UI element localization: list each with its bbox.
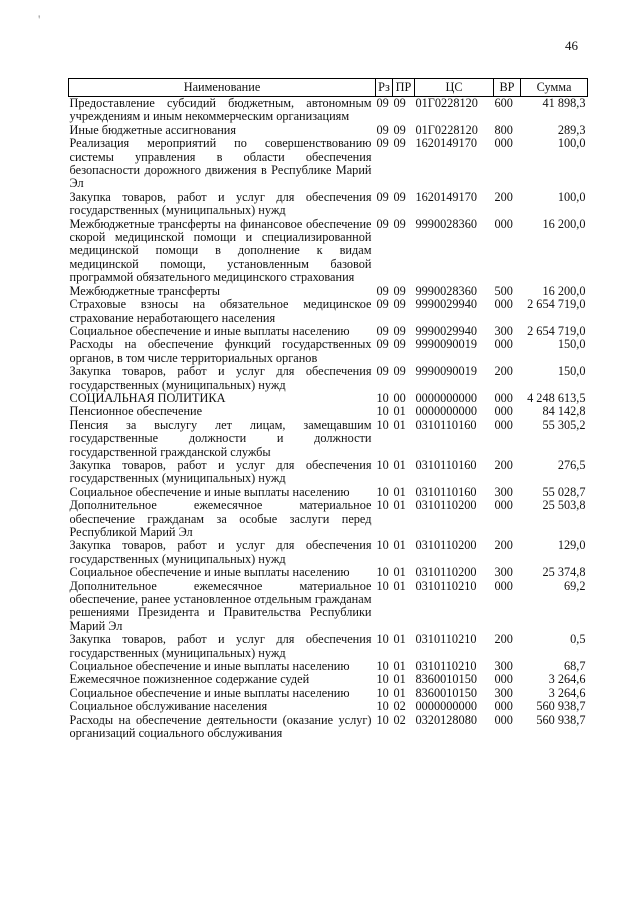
table-header-row (69, 79, 588, 97)
cell-cs: 1620149170 (415, 136, 477, 151)
cell-name: Социальное обеспечение и иные выплаты населению (69, 659, 350, 674)
cell-vr: 200 (494, 189, 513, 204)
cell-rz: 09 (376, 364, 389, 379)
table-row (69, 325, 588, 338)
cell-vr: 800 (494, 122, 513, 137)
table-row (69, 566, 588, 579)
table-row (69, 298, 588, 325)
cell-rz: 10 (376, 404, 389, 419)
cell-pr: 01 (393, 565, 406, 580)
table-row (69, 459, 588, 486)
table-row (69, 405, 588, 418)
cell-pr: 09 (393, 297, 406, 312)
header-vr: ВР (494, 79, 521, 97)
table-row (69, 137, 588, 191)
table-row (69, 486, 588, 499)
cell-rz: 09 (376, 337, 389, 352)
cell-pr: 02 (393, 712, 406, 727)
cell-cs: 9990090019 (415, 337, 477, 352)
cell-pr: 00 (393, 390, 406, 405)
table-row (69, 392, 588, 405)
header-pr: ПР (393, 79, 415, 97)
cell-rz: 10 (376, 498, 389, 513)
cell-pr: 09 (393, 364, 406, 379)
cell-cs: 8360010150 (415, 672, 477, 687)
cell-pr: 01 (393, 685, 406, 700)
table-row (69, 633, 588, 660)
cell-rz: 10 (376, 685, 389, 700)
cell-name: Пенсия за выслугу лет лицам, замещавшим государственные должности и должности государственной гражданской службы (69, 417, 372, 459)
table-row (69, 338, 588, 365)
cell-sum: 55 028,7 (542, 484, 586, 499)
cell-sum: 100,0 (557, 136, 586, 151)
cell-name: Реализация мероприятий по совершенствованию системы управления в области обеспечения безопасности дорожного движения в Республике Марий Эл (69, 136, 372, 191)
cell-vr: 000 (494, 699, 513, 714)
cell-vr: 200 (494, 538, 513, 553)
cell-vr: 000 (494, 337, 513, 352)
cell-sum: 150,0 (557, 364, 586, 379)
cell-cs: 0310110200 (415, 538, 477, 553)
cell-name: Расходы на обеспечение деятельности (оказание услуг) организаций социального обслуживания (69, 712, 372, 741)
cell-vr: 300 (494, 484, 513, 499)
header-name: Наименование (69, 79, 376, 97)
table-row (69, 714, 588, 741)
cell-rz: 10 (376, 699, 389, 714)
cell-vr: 000 (494, 404, 513, 419)
cell-pr: 01 (393, 457, 406, 472)
cell-name: Закупка товаров, работ и услуг для обеспечения государственных (муниципальных) нужд (69, 632, 372, 660)
cell-sum: 0,5 (570, 632, 586, 647)
cell-rz: 10 (376, 659, 389, 674)
cell-pr: 01 (393, 417, 406, 432)
cell-vr: 000 (494, 712, 513, 727)
cell-name: Закупка товаров, работ и услуг для обеспечения государственных (муниципальных) нужд (69, 457, 372, 486)
cell-rz: 10 (376, 390, 389, 405)
cell-name: Социальное обслуживание населения (69, 699, 268, 714)
cell-sum: 150,0 (557, 337, 586, 352)
cell-cs: 0310110210 (415, 632, 477, 647)
cell-sum: 3 264,6 (548, 672, 586, 687)
cell-rz: 10 (376, 417, 389, 432)
cell-name: Социальное обеспечение и иные выплаты населению (69, 323, 350, 338)
cell-cs: 0000000000 (415, 404, 477, 419)
table-row (69, 700, 588, 713)
cell-pr: 01 (393, 484, 406, 499)
cell-cs: 01Г0228120 (415, 96, 478, 110)
cell-sum: 2 654 719,0 (527, 297, 586, 312)
cell-pr: 09 (393, 283, 406, 298)
cell-pr: 01 (393, 632, 406, 647)
cell-name: Предоставление субсидий бюджетным, автономным учреждениям и иным некоммерческим организациям (69, 96, 372, 124)
cell-sum: 16 200,0 (542, 216, 586, 231)
cell-vr: 200 (494, 364, 513, 379)
header-cs: ЦС (415, 79, 494, 97)
cell-name: Социальное обеспечение и иные выплаты населению (69, 565, 350, 580)
cell-rz: 09 (376, 136, 389, 151)
cell-cs: 8360010150 (415, 685, 477, 700)
cell-rz: 10 (376, 632, 389, 647)
header-rz: Рз (376, 79, 393, 97)
cell-cs: 0310110160 (415, 457, 477, 472)
cell-vr: 000 (494, 297, 513, 312)
cell-name: Дополнительное ежемесячное материальное обеспечение, ранее установленное отдельным гражданам решениями Президента и Правительства Республики Марий Эл (69, 578, 372, 633)
table-row (69, 499, 588, 539)
cell-name: Социальное обеспечение и иные выплаты населению (69, 685, 350, 700)
cell-rz: 10 (376, 672, 389, 687)
cell-sum: 55 305,2 (542, 417, 586, 432)
table-row (69, 191, 588, 218)
cell-rz: 09 (376, 189, 389, 204)
cell-rz: 10 (376, 484, 389, 499)
header-sum: Сумма (521, 79, 588, 97)
cell-cs: 9990028360 (415, 216, 477, 231)
cell-pr: 01 (393, 659, 406, 674)
cell-sum: 4 248 613,5 (527, 390, 586, 405)
cell-pr: 01 (393, 672, 406, 687)
cell-vr: 300 (494, 565, 513, 580)
cell-cs: 0310110160 (415, 484, 477, 499)
cell-sum: 25 503,8 (542, 498, 586, 513)
cell-vr: 000 (494, 498, 513, 513)
table-row (69, 673, 588, 686)
cell-rz: 10 (376, 578, 389, 593)
cell-vr: 200 (494, 632, 513, 647)
cell-vr: 000 (494, 672, 513, 687)
cell-cs: 01Г0228120 (415, 122, 478, 137)
cell-name: Страховые взносы на обязательное медицинское страхование неработающего населения (69, 297, 372, 325)
cell-cs: 1620149170 (415, 189, 477, 204)
cell-sum: 560 938,7 (536, 699, 586, 714)
cell-sum: 560 938,7 (536, 712, 586, 727)
cell-pr: 02 (393, 699, 406, 714)
table-row (69, 580, 588, 634)
cell-cs: 0310110200 (415, 565, 477, 580)
cell-pr: 01 (393, 578, 406, 593)
cell-vr: 000 (494, 390, 513, 405)
budget-table (68, 78, 588, 741)
cell-cs: 0000000000 (415, 390, 477, 405)
cell-sum: 2 654 719,0 (527, 323, 586, 338)
cell-name: Межбюджетные трансферты (69, 283, 221, 298)
page-number: 46 (565, 38, 578, 53)
table-row (69, 218, 588, 285)
cell-vr: 300 (494, 323, 513, 338)
cell-rz: 09 (376, 122, 389, 137)
cell-rz: 10 (376, 538, 389, 553)
cell-vr: 500 (494, 283, 513, 298)
page-mark: ' (38, 12, 41, 27)
cell-name: Иные бюджетные ассигнования (69, 122, 237, 137)
cell-vr: 300 (494, 659, 513, 674)
cell-pr: 09 (393, 216, 406, 231)
cell-rz: 09 (376, 297, 389, 312)
cell-sum: 16 200,0 (542, 283, 586, 298)
cell-name: Расходы на обеспечение функций государственных органов, в том числе территориальных органов (69, 337, 372, 365)
cell-pr: 01 (393, 404, 406, 419)
cell-cs: 9990029940 (415, 323, 477, 338)
cell-sum: 84 142,8 (542, 404, 586, 419)
cell-sum: 69,2 (563, 578, 586, 593)
cell-vr: 000 (494, 578, 513, 593)
cell-vr: 600 (494, 96, 513, 110)
cell-cs: 9990090019 (415, 364, 477, 379)
table-row (69, 285, 588, 298)
cell-rz: 10 (376, 565, 389, 580)
cell-rz: 10 (376, 457, 389, 472)
cell-name: Социальное обеспечение и иные выплаты населению (69, 484, 350, 499)
cell-cs: 0310110200 (415, 498, 477, 513)
cell-pr: 09 (393, 337, 406, 352)
table-row (69, 365, 588, 392)
table-row (69, 687, 588, 700)
cell-cs: 0310110210 (415, 659, 477, 674)
table-row (69, 419, 588, 459)
table-row (69, 124, 588, 137)
cell-name: Дополнительное ежемесячное материальное обеспечение гражданам за особые заслуги перед Республикой Марий Эл (69, 498, 372, 539)
cell-pr: 09 (393, 323, 406, 338)
cell-sum: 276,5 (557, 457, 586, 472)
cell-rz: 09 (376, 216, 389, 231)
cell-pr: 09 (393, 122, 406, 137)
cell-vr: 200 (494, 457, 513, 472)
cell-vr: 300 (494, 685, 513, 700)
cell-cs: 0310110160 (415, 417, 477, 432)
cell-sum: 25 374,8 (542, 565, 586, 580)
cell-rz: 10 (376, 712, 389, 727)
cell-vr: 000 (494, 417, 513, 432)
cell-cs: 9990029940 (415, 297, 477, 312)
cell-sum: 129,0 (557, 538, 586, 553)
cell-sum: 100,0 (557, 189, 586, 204)
cell-cs: 0310110210 (415, 578, 477, 593)
cell-pr: 09 (393, 96, 406, 110)
cell-pr: 01 (393, 498, 406, 513)
cell-name: Закупка товаров, работ и услуг для обеспечения государственных (муниципальных) нужд (69, 189, 372, 218)
cell-sum: 68,7 (563, 659, 586, 674)
cell-rz: 09 (376, 283, 389, 298)
cell-cs: 9990028360 (415, 283, 477, 298)
cell-sum: 3 264,6 (548, 685, 586, 700)
cell-sum: 289,3 (557, 122, 586, 137)
cell-pr: 01 (393, 538, 406, 553)
cell-rz: 09 (376, 96, 389, 110)
cell-sum: 41 898,3 (542, 96, 586, 110)
cell-name: Межбюджетные трансферты на финансовое обеспечение скорой медицинской помощи и специализированной медицинской помощи в дополнение к видам медицинской помощи, установленным базовой программой обязательного медицинского страхования (69, 216, 372, 285)
cell-rz: 09 (376, 323, 389, 338)
cell-vr: 000 (494, 216, 513, 231)
cell-name: Пенсионное обеспечение (69, 404, 203, 419)
table-row (69, 97, 588, 124)
cell-cs: 0320128080 (415, 712, 477, 727)
table-row (69, 539, 588, 566)
table-body (69, 97, 588, 741)
cell-name: Ежемесячное пожизненное содержание судей (69, 672, 310, 687)
cell-cs: 0000000000 (415, 699, 477, 714)
cell-name: СОЦИАЛЬНАЯ ПОЛИТИКА (69, 390, 226, 405)
cell-pr: 09 (393, 189, 406, 204)
cell-name: Закупка товаров, работ и услуг для обеспечения государственных (муниципальных) нужд (69, 364, 372, 392)
cell-vr: 000 (494, 136, 513, 151)
cell-pr: 09 (393, 136, 406, 151)
table-row (69, 660, 588, 673)
cell-name: Закупка товаров, работ и услуг для обеспечения государственных (муниципальных) нужд (69, 538, 372, 566)
